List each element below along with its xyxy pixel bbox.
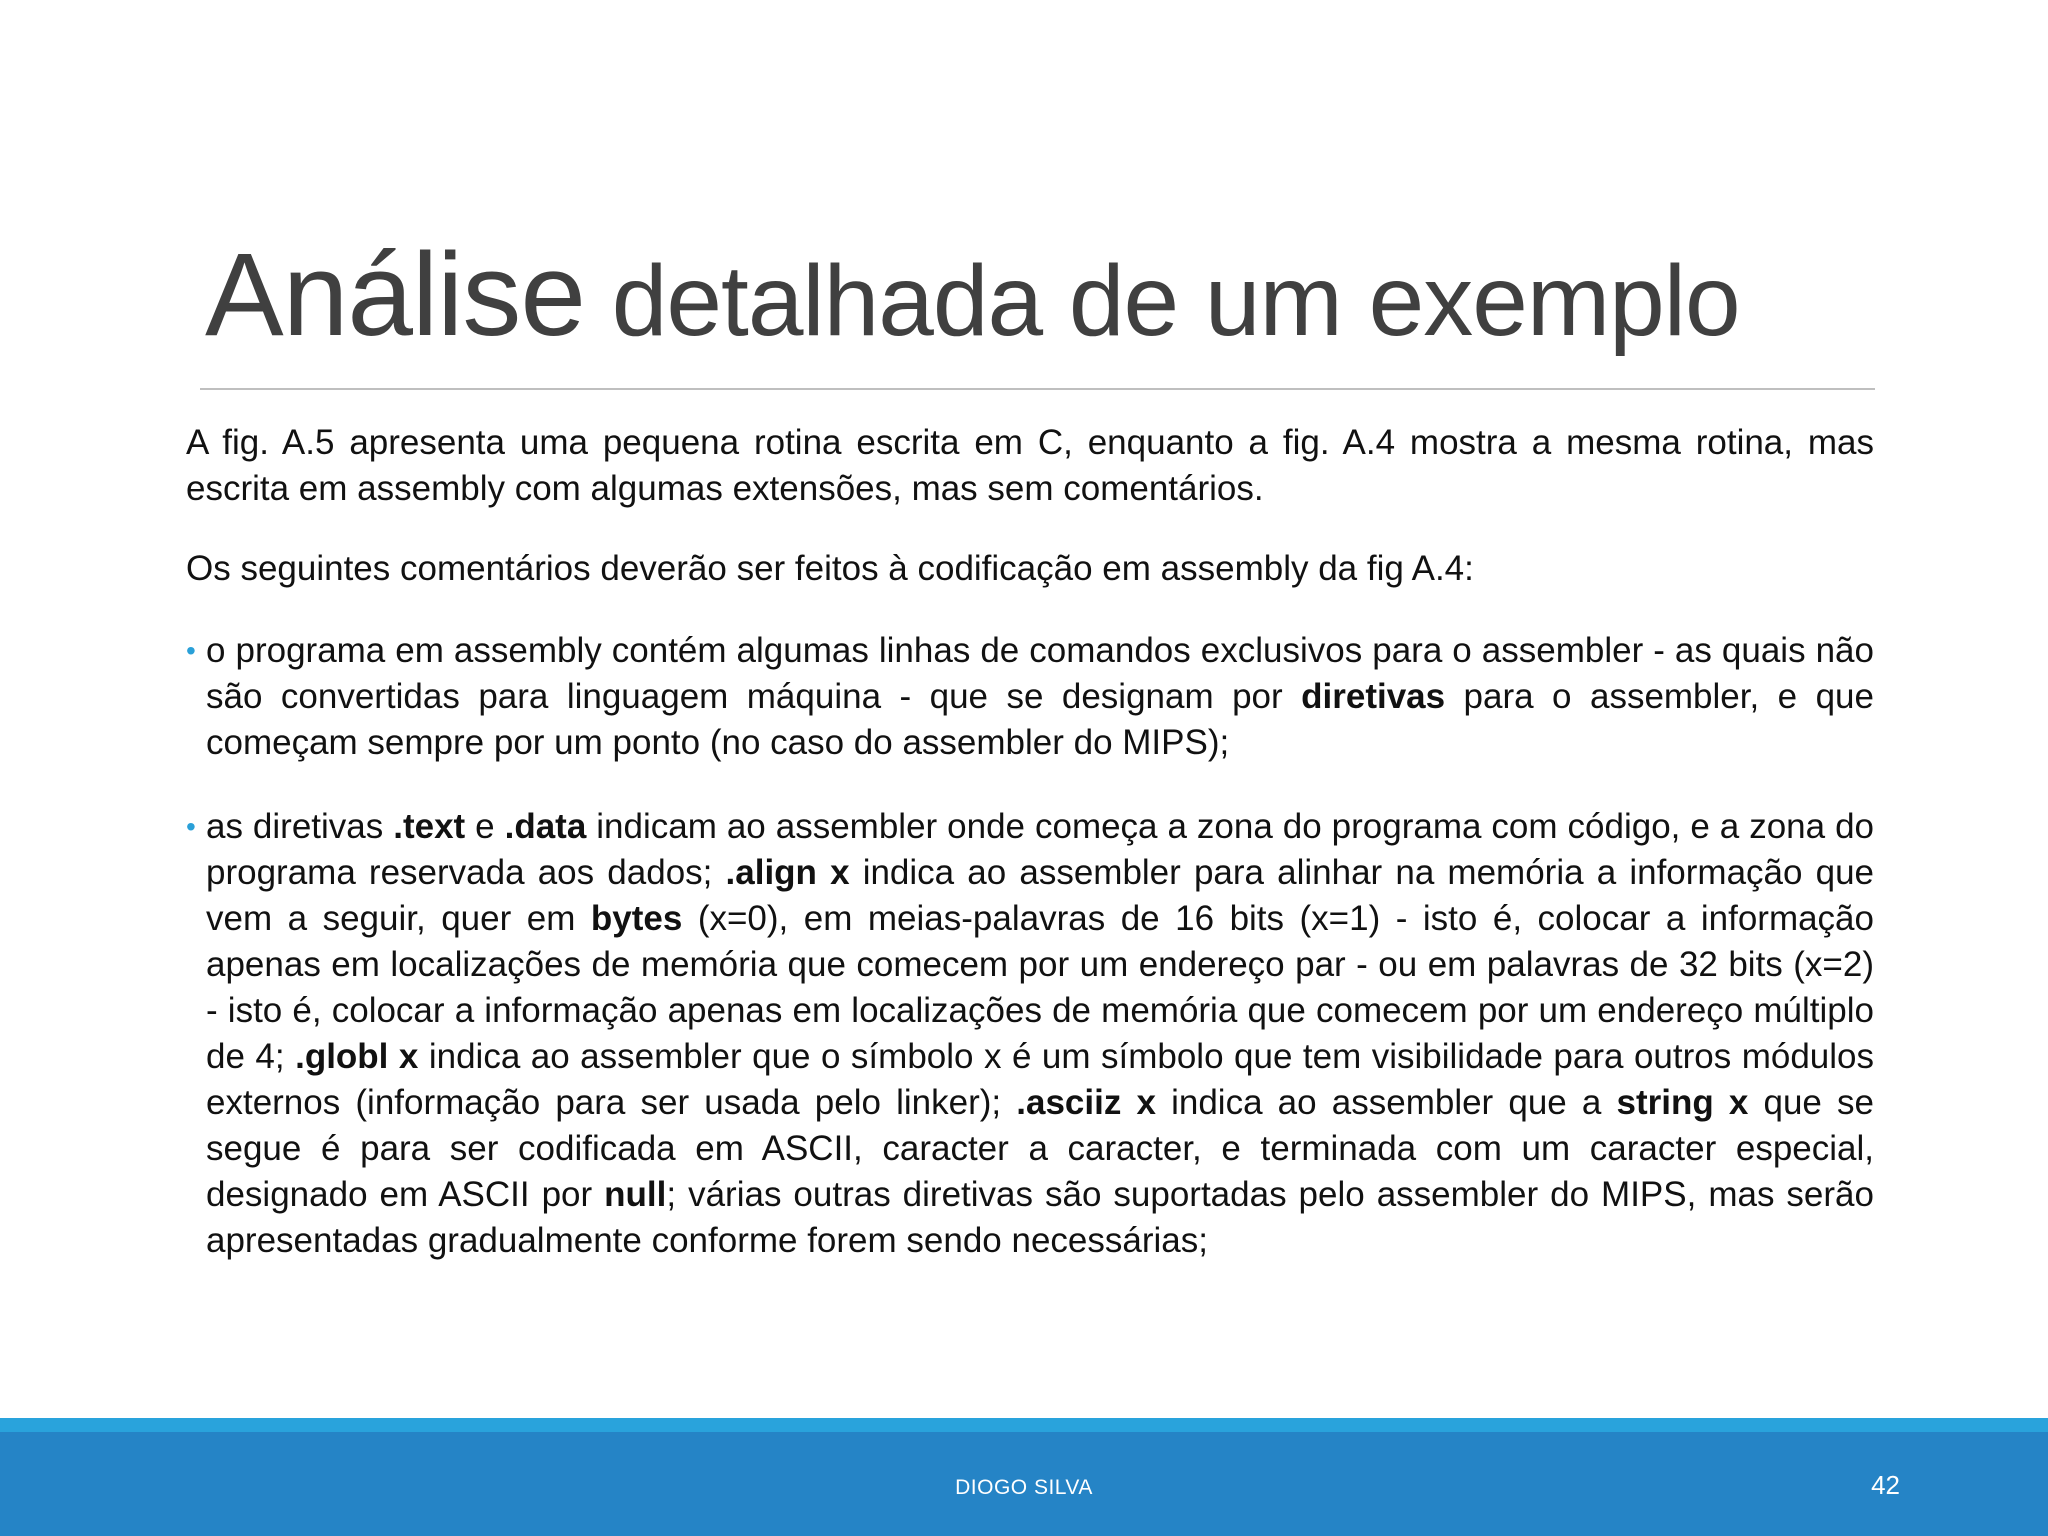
title-divider	[200, 388, 1875, 390]
text-segment: as diretivas	[206, 807, 394, 846]
bold-term: null	[604, 1175, 667, 1214]
text-segment: que se segue é para ser codificada em ASCII, caracter a caracter, e terminada com um caracter especial, designado em ASCII por	[206, 1083, 1875, 1214]
text-segment: (x=0), em meias-palavras de 16 bits (x=1) - isto é, colocar a informação apenas em localizações de memória que comecem por um endereço par - ou em palavras de 32 bits (x=2) - isto é, colocar a informação apenas em localizações de memória que comecem por um endereço múltiplo de 4;	[206, 899, 1874, 1076]
bold-term: diretivas	[1301, 677, 1446, 716]
bullet-dot-icon: •	[186, 635, 196, 666]
bold-term: bytes	[590, 899, 683, 938]
text-segment: indica ao assembler que a	[1155, 1083, 1617, 1122]
slide-title	[205, 229, 1740, 361]
intro-paragraph: A fig. A.5 apresenta uma pequena rotina escrita em C, enquanto a fig. A.4 mostra a mesma rotina, mas escrita em assembly com algumas extensões, mas sem comentários.	[186, 423, 1874, 508]
text-segment: indica ao assembler para alinhar na memória a informação que vem a seguir, quer em	[206, 853, 1874, 938]
bold-term: .data	[504, 807, 587, 846]
bullet-text	[206, 804, 1874, 1264]
bold-term: .text	[393, 807, 466, 846]
bold-term: string x	[1616, 1083, 1749, 1122]
bullet-list	[186, 628, 1874, 1264]
bullet-dot-icon: •	[186, 811, 196, 842]
bullet-item	[186, 804, 1874, 1264]
page-number: 42	[1871, 1470, 1900, 1500]
bullet-text	[206, 628, 1874, 766]
text-segment: indicam ao assembler onde começa a zona do programa com código, e a zona do programa reservada aos dados;	[206, 807, 1874, 892]
text-segment: para o assembler, e que começam sempre por um ponto (no caso do assembler do MIPS);	[206, 677, 1874, 762]
lead-paragraph: Os seguintes comentários deverão ser feitos à codificação em assembly da fig A.4:	[186, 549, 1474, 588]
title-rest: detalhada de um exemplo	[585, 245, 1740, 357]
text-segment: indica ao assembler que o símbolo x é um símbolo que tem visibilidade para outros módulos externos (informação para ser usada pelo linker);	[206, 1037, 1875, 1122]
slide-body	[186, 420, 1874, 1302]
bold-term: .globl x	[295, 1037, 419, 1076]
text-segment: e	[465, 807, 505, 846]
bold-term: .asciiz x	[1016, 1083, 1156, 1122]
bullet-item	[186, 628, 1874, 766]
text-segment: ; várias outras diretivas são suportadas pelo assembler do MIPS, mas serão apresentadas gradualmente conforme forem sendo necessárias;	[206, 1175, 1874, 1260]
text-segment: o programa em assembly contém algumas linhas de comandos exclusivos para o assembler - as quais não são convertidas para linguagem máquina - que se designam por	[206, 631, 1874, 716]
title-first-word: Análise	[205, 229, 586, 361]
footer-author: DIOGO SILVA	[955, 1476, 1093, 1499]
footer-accent-bar	[0, 1418, 2048, 1432]
bold-term: .align x	[725, 853, 850, 892]
